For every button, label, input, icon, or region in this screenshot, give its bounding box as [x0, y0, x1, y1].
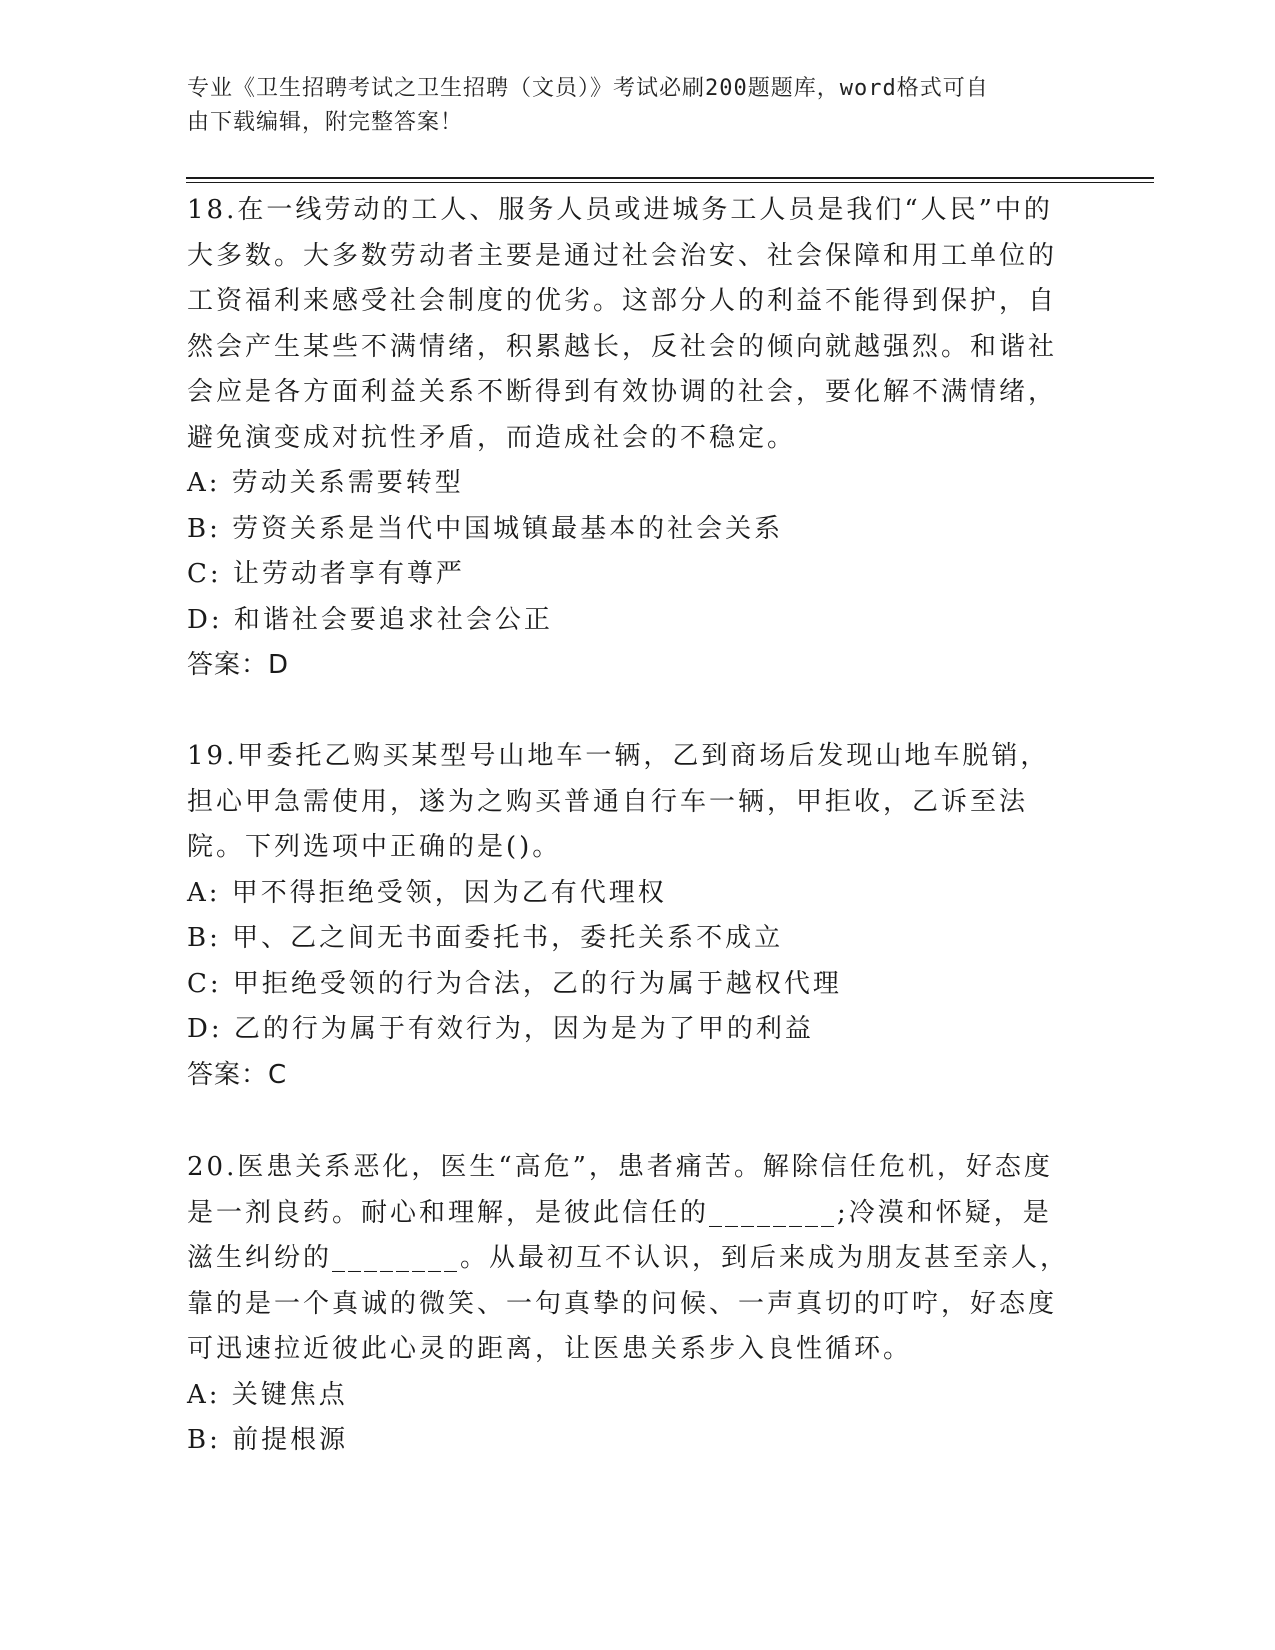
option-d: D: 和谐社会要追求社会公正: [187, 604, 553, 635]
option-b: B: 甲、乙之间无书面委托书，委托关系不成立: [187, 923, 784, 953]
option-a: A: 关键焦点: [187, 1379, 348, 1410]
question-18: [187, 188, 1077, 688]
document-header: [187, 72, 1067, 140]
option-c: C: 让劳动者享有尊严: [187, 559, 465, 589]
answer: 答案：D: [187, 650, 290, 680]
header-line-2: 由下载编辑，附完整答案！: [187, 110, 464, 135]
option-b: B: 前提根源: [187, 1425, 349, 1455]
option-c: C: 甲拒绝受领的行为合法，乙的行为属于越权代理: [187, 968, 842, 999]
question-stem: 18.在一线劳动的工人、服务人员或进城务工人员是我们“人民”中的大多数。大多数劳动者主要是通过社会治安、社会保障和用工单位的工资福利来感受社会制度的优劣。这部分人的利益不能得到保护，自然会产生某些不满情绪，积累越长，反社会的倾向就越强烈。和谐社会应是各方面利益关系不断得到有效协调的社会，要化解不满情绪，避免演变成对抗性矛盾，而造成社会的不稳定。: [187, 195, 1058, 453]
option-a: A: 甲不得拒绝受领，因为乙有代理权: [187, 877, 667, 908]
question-stem: 20.医患关系恶化，医生“高危”，患者痛苦。解除信任危机，好态度是一剂良药。耐心和理解，是彼此信任的________;冷漠和怀疑，是滋生纠纷的________。从最初互不认识，到后来成为朋友甚至亲人，靠的是一个真诚的微笑、一句真挚的问候、一声真切的叮咛，好态度可迅速拉近彼此心灵的距离，让医患关系步入良性循环。: [187, 1152, 1070, 1364]
option-a: A: 劳动关系需要转型: [187, 468, 464, 498]
question-stem: 19.甲委托乙购买某型号山地车一辆，乙到商场后发现山地车脱销，担心甲急需使用，遂为之购买普通自行车一辆，甲拒收，乙诉至法院。下列选项中正确的是()。: [187, 741, 1050, 862]
question-19: [187, 734, 1077, 1098]
header-divider-thin: [186, 182, 1154, 183]
option-b: B: 劳资关系是当代中国城镇最基本的社会关系: [187, 513, 784, 544]
header-divider-thick: [186, 177, 1154, 179]
option-d: D: 乙的行为属于有效行为，因为是为了甲的利益: [187, 1014, 814, 1044]
header-line-1: 专业《卫生招聘考试之卫生招聘（文员）》考试必刷200题题库，word格式可自: [187, 76, 989, 101]
answer: 答案：C: [187, 1059, 288, 1090]
question-20: [187, 1145, 1077, 1464]
